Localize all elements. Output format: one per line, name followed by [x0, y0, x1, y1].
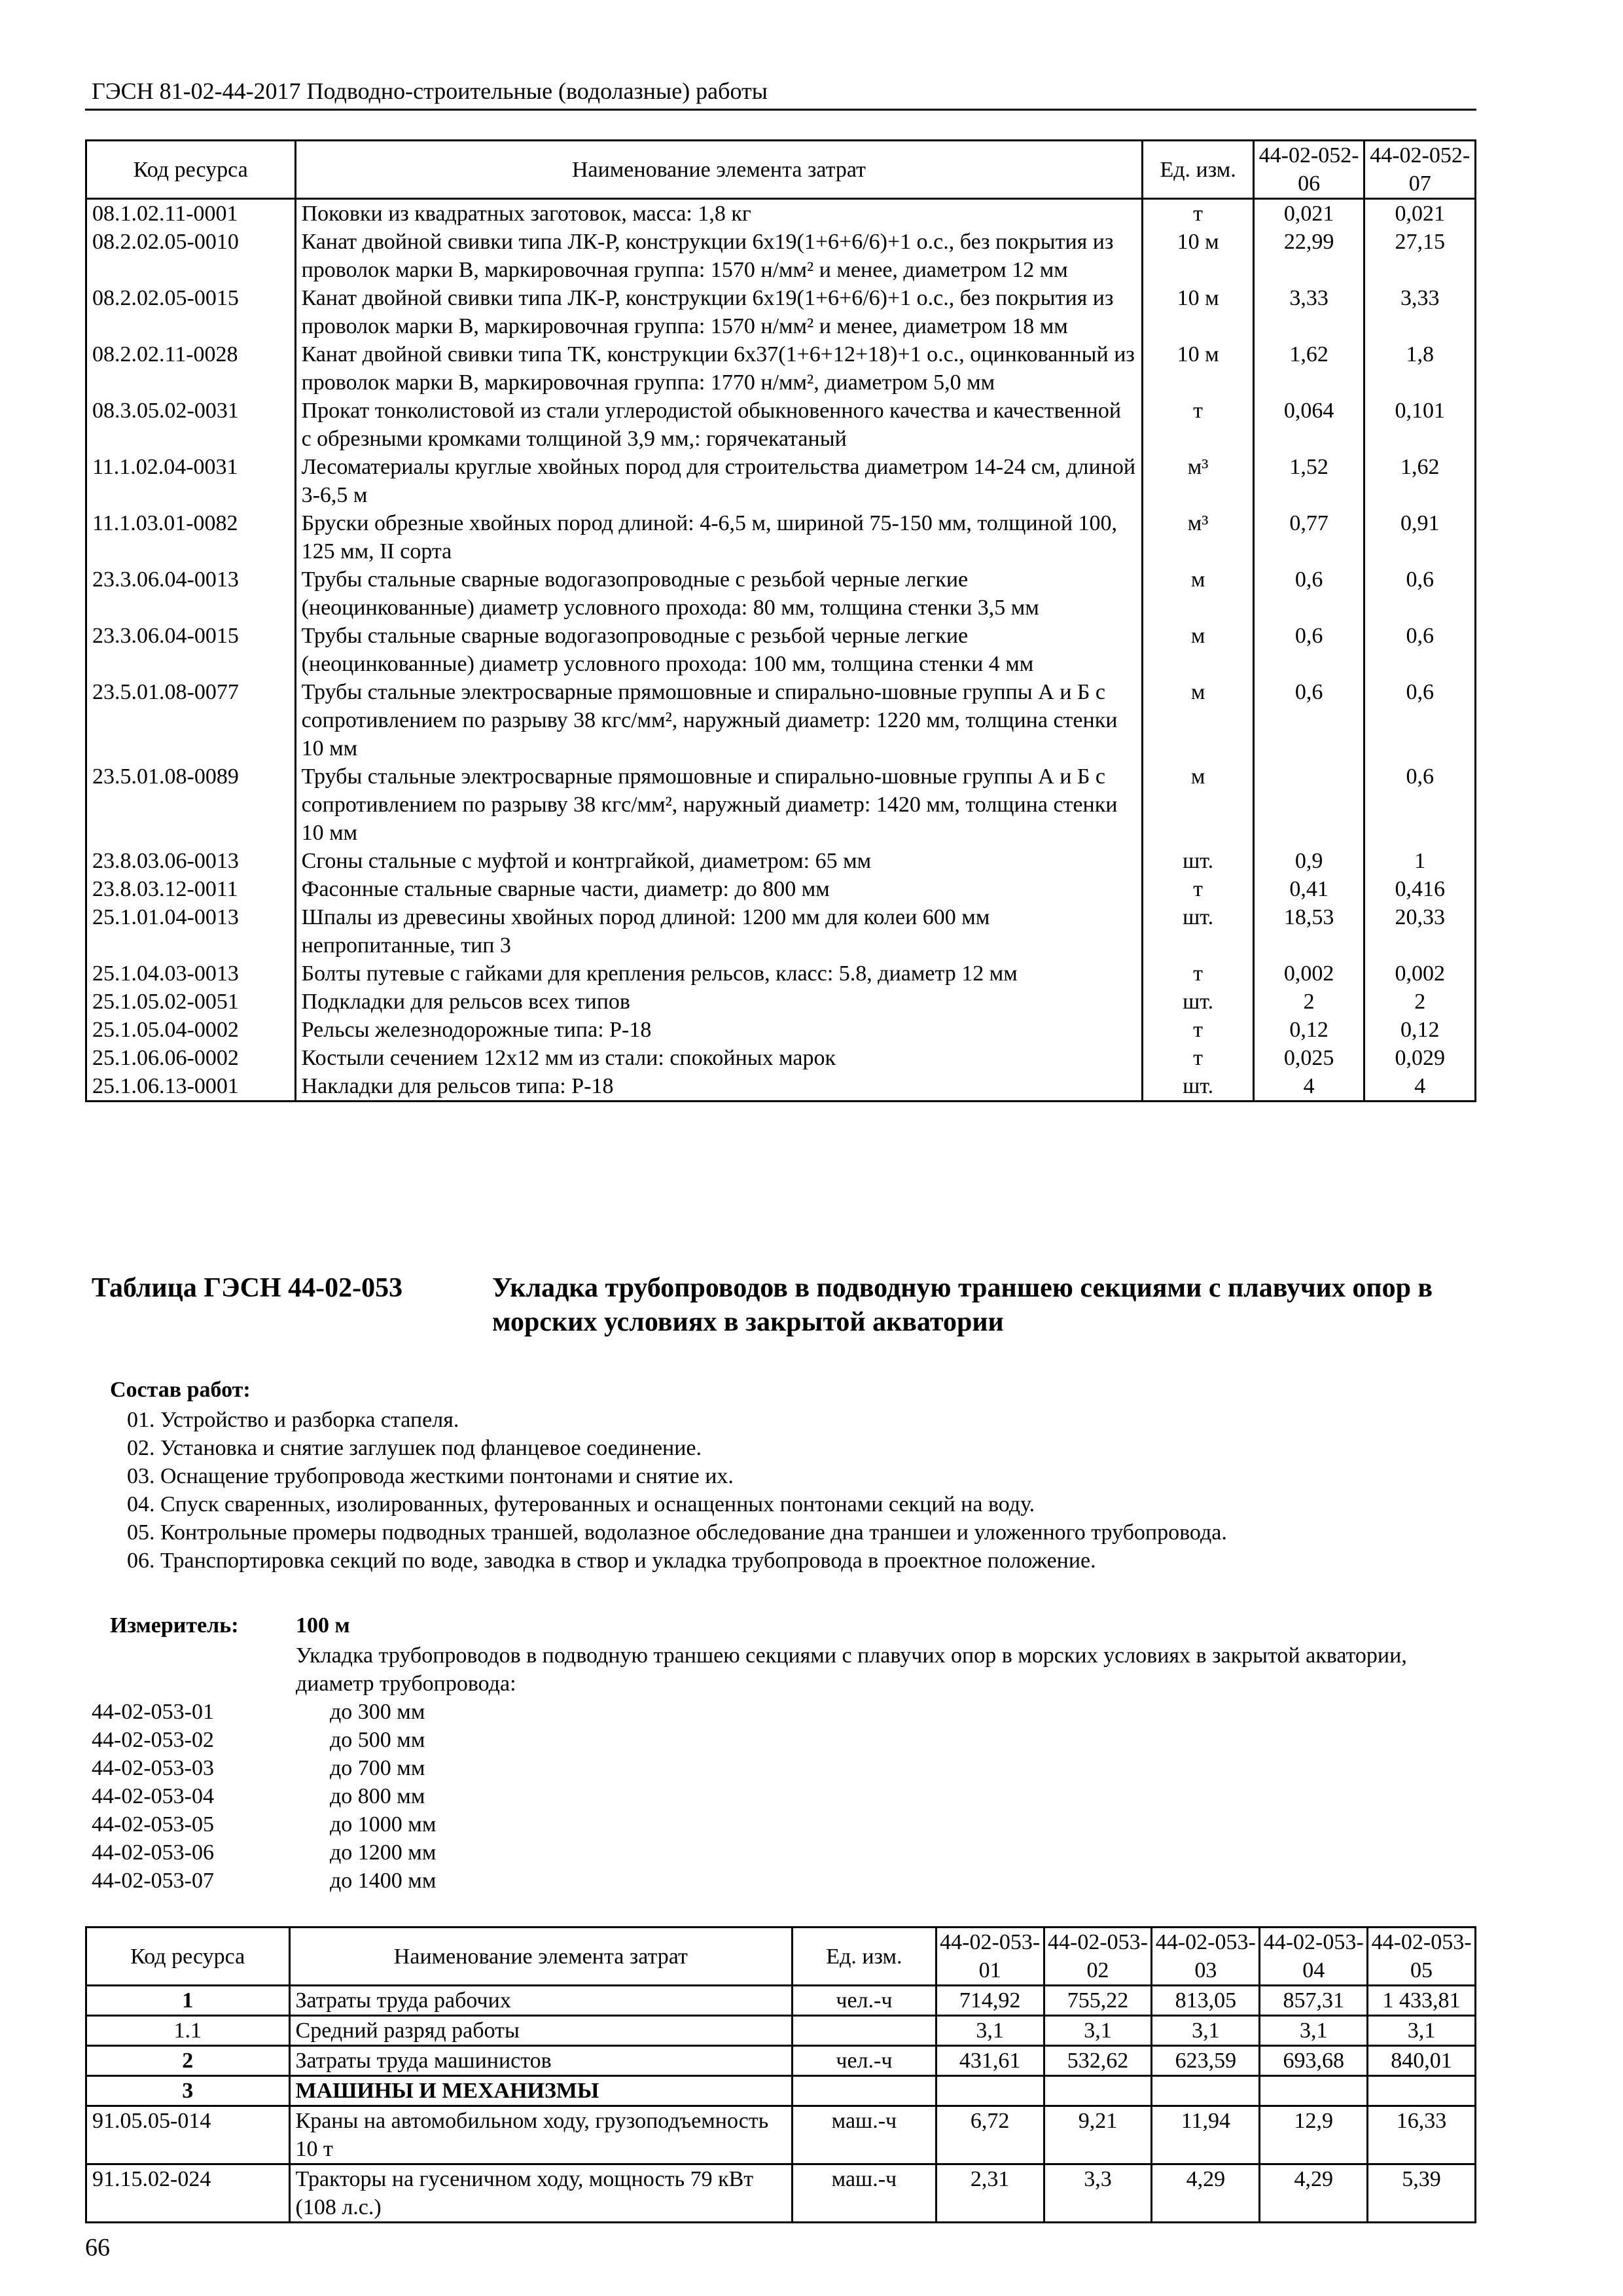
meter-unit: 100 м [296, 1613, 350, 1638]
row-name: Шпалы из древесины хвойных пород длиной: 1200 мм для колеи 600 мм непропитанные, тип 3 [295, 903, 1143, 960]
row-name: Канат двойной свивки типа ЛК-Р, конструкции 6х19(1+6+6/6)+1 о.с., без покрытия из проволок марки В, маркировочная группа: 1570 н/мм² и менее, диаметром 12 мм [295, 228, 1143, 284]
row-value-052-06 [1253, 762, 1364, 847]
row-value-053-03: 813,05 [1152, 1986, 1260, 2016]
row-name: Поковки из квадратных заготовок, масса: 1,8 кг [295, 199, 1143, 228]
col-header-unit: Ед. изм. [1143, 141, 1254, 199]
list-item: 01. Устройство и разборка стапеля. [127, 1408, 459, 1432]
row-value-053-05: 1 433,81 [1368, 1986, 1476, 2016]
row-unit: маш.-ч [793, 2106, 936, 2164]
row-value-052-06: 1,62 [1253, 340, 1364, 397]
row-unit: м [1143, 565, 1254, 622]
row-value-052-06: 0,021 [1253, 199, 1364, 228]
row-code: 08.2.02.05-0015 [86, 284, 296, 340]
row-value-053-01: 3,1 [936, 2016, 1044, 2046]
row-value-053-05: 5,39 [1368, 2164, 1476, 2223]
table-row [86, 509, 1476, 565]
row-value-053-04 [1260, 2076, 1368, 2106]
row-code: 23.5.01.08-0077 [86, 678, 296, 762]
table-row [86, 2106, 1476, 2164]
row-value-053-02: 532,62 [1044, 2046, 1152, 2076]
row-unit: чел.-ч [793, 1986, 936, 2016]
row-name: Средний разряд работы [289, 2016, 793, 2046]
row-name: Краны на автомобильном ходу, грузоподъемность 10 т [289, 2106, 793, 2164]
row-value-053-01: 431,61 [936, 2046, 1044, 2076]
list-item: 44-02-053-04 до 800 мм [92, 1784, 425, 1808]
row-value-052-06: 18,53 [1253, 903, 1364, 960]
row-name: Затраты труда машинистов [289, 2046, 793, 2076]
work-composition-heading: Состав работ: [110, 1378, 251, 1402]
row-value-052-06: 0,025 [1253, 1044, 1364, 1072]
table-row [86, 762, 1476, 847]
row-value-052-06: 0,6 [1253, 622, 1364, 678]
col-header-code: Код ресурса [86, 1928, 290, 1986]
row-unit: м [1143, 622, 1254, 678]
row-value-052-06: 1,52 [1253, 453, 1364, 509]
row-value-053-03: 623,59 [1152, 2046, 1260, 2076]
row-code: 23.8.03.12-0011 [86, 875, 296, 903]
row-value-052-06: 0,002 [1253, 960, 1364, 988]
row-value-053-02: 3,3 [1044, 2164, 1152, 2223]
row-unit: т [1143, 397, 1254, 453]
row-code: 25.1.05.02-0051 [86, 988, 296, 1016]
table-row [86, 228, 1476, 284]
row-unit: 10 м [1143, 340, 1254, 397]
table-row [86, 988, 1476, 1016]
resource-table-053 [85, 1926, 1476, 2223]
col-header-name: Наименование элемента затрат [289, 1928, 793, 1986]
row-value-052-07: 0,101 [1364, 397, 1476, 453]
row-value-052-06: 4 [1253, 1072, 1364, 1102]
row-value-053-05 [1368, 2076, 1476, 2106]
list-item: 44-02-053-02 до 500 мм [92, 1728, 425, 1752]
row-name: Трубы стальные сварные водогазопроводные с резьбой черные легкие (неоцинкованные) диаметр условного прохода: 80 мм, толщина стенки 3,5 мм [295, 565, 1143, 622]
row-value-053-02: 755,22 [1044, 1986, 1152, 2016]
row-code: 25.1.04.03-0013 [86, 960, 296, 988]
row-value-053-05: 840,01 [1368, 2046, 1476, 2076]
table-row [86, 284, 1476, 340]
row-unit: маш.-ч [793, 2164, 936, 2223]
row-value-052-06: 2 [1253, 988, 1364, 1016]
table-row [86, 1016, 1476, 1044]
row-code: 1 [86, 1986, 290, 2016]
row-value-053-04: 693,68 [1260, 2046, 1368, 2076]
table-row [86, 565, 1476, 622]
row-value-052-07: 1,8 [1364, 340, 1476, 397]
row-unit: м³ [1143, 453, 1254, 509]
row-name: Канат двойной свивки типа ЛК-Р, конструкции 6х19(1+6+6/6)+1 о.с., без покрытия из проволок марки В, маркировочная группа: 1570 н/мм² и менее, диаметром 18 мм [295, 284, 1143, 340]
table-row [86, 2046, 1476, 2076]
row-code: 08.3.05.02-0031 [86, 397, 296, 453]
row-value-053-01 [936, 2076, 1044, 2106]
row-value-053-03: 11,94 [1152, 2106, 1260, 2164]
row-code: 08.2.02.11-0028 [86, 340, 296, 397]
row-value-052-06: 0,41 [1253, 875, 1364, 903]
row-code: 11.1.02.04-0031 [86, 453, 296, 509]
row-unit: т [1143, 199, 1254, 228]
row-value-053-03: 4,29 [1152, 2164, 1260, 2223]
row-value-052-07: 0,002 [1364, 960, 1476, 988]
row-value-052-06: 0,6 [1253, 678, 1364, 762]
table-row [86, 340, 1476, 397]
row-code: 2 [86, 2046, 290, 2076]
row-value-053-02 [1044, 2076, 1152, 2106]
row-value-052-07: 0,6 [1364, 678, 1476, 762]
row-value-053-04: 4,29 [1260, 2164, 1368, 2223]
table-header-row [86, 1928, 1476, 1986]
list-item: 44-02-053-01 до 300 мм [92, 1700, 425, 1724]
table-row [86, 903, 1476, 960]
col-header-053-03: 44-02-053-03 [1152, 1928, 1260, 1986]
row-value-052-07: 0,6 [1364, 565, 1476, 622]
row-code: 23.8.03.06-0013 [86, 847, 296, 875]
row-value-052-07: 0,6 [1364, 622, 1476, 678]
table-row [86, 397, 1476, 453]
list-item: 03. Оснащение трубопровода жесткими понтонами и снятие их. [127, 1464, 734, 1488]
row-code: 08.2.02.05-0010 [86, 228, 296, 284]
row-value-052-07: 0,416 [1364, 875, 1476, 903]
row-unit [793, 2016, 936, 2046]
col-header-052-07: 44-02-052-07 [1364, 141, 1476, 199]
row-code: 25.1.06.06-0002 [86, 1044, 296, 1072]
row-value-053-01: 2,31 [936, 2164, 1044, 2223]
list-item: 05. Контрольные промеры подводных траншей, водолазное обследование дна траншеи и уложенного трубопровода. [127, 1520, 1227, 1545]
col-header-unit: Ед. изм. [793, 1928, 936, 1986]
row-name: Затраты труда рабочих [289, 1986, 793, 2016]
row-name: Прокат тонколистовой из стали углеродистой обыкновенного качества и качественной с обрезными кромками толщиной 3,9 мм,: горячекатаный [295, 397, 1143, 453]
row-value-052-07: 0,12 [1364, 1016, 1476, 1044]
list-item: 02. Установка и снятие заглушек под фланцевое соединение. [127, 1436, 702, 1460]
row-value-052-07: 4 [1364, 1072, 1476, 1102]
row-value-053-02: 9,21 [1044, 2106, 1152, 2164]
row-value-052-07: 20,33 [1364, 903, 1476, 960]
table-row [86, 2076, 1476, 2106]
col-header-053-04: 44-02-053-04 [1260, 1928, 1368, 1986]
row-code: 3 [86, 2076, 290, 2106]
row-code: 25.1.01.04-0013 [86, 903, 296, 960]
row-code: 25.1.05.04-0002 [86, 1016, 296, 1044]
row-code: 23.5.01.08-0089 [86, 762, 296, 847]
table-row [86, 847, 1476, 875]
row-value-052-07: 0,021 [1364, 199, 1476, 228]
row-unit: шт. [1143, 988, 1254, 1016]
col-header-053-01: 44-02-053-01 [936, 1928, 1044, 1986]
table-row [86, 2016, 1476, 2046]
row-value-053-03 [1152, 2076, 1260, 2106]
row-code: 23.3.06.04-0015 [86, 622, 296, 678]
row-unit: 10 м [1143, 228, 1254, 284]
table-row [86, 1044, 1476, 1072]
row-name: Подкладки для рельсов всех типов [295, 988, 1143, 1016]
table-header-row [86, 141, 1476, 199]
row-value-052-06: 0,6 [1253, 565, 1364, 622]
table-row [86, 1072, 1476, 1102]
row-name: Трубы стальные электросварные прямошовные и спирально-шовные группы А и Б с сопротивлением по разрыву 38 кгс/мм², наружный диаметр: 1220 мм, толщина стенки 10 мм [295, 678, 1143, 762]
row-unit: шт. [1143, 1072, 1254, 1102]
row-name: Тракторы на гусеничном ходу, мощность 79 кВт (108 л.с.) [289, 2164, 793, 2223]
row-value-052-07: 27,15 [1364, 228, 1476, 284]
row-value-052-06: 0,12 [1253, 1016, 1364, 1044]
row-name: Болты путевые с гайками для крепления рельсов, класс: 5.8, диаметр 12 мм [295, 960, 1143, 988]
row-name: Рельсы железнодорожные типа: Р-18 [295, 1016, 1143, 1044]
row-unit [793, 2076, 936, 2106]
row-unit: т [1143, 1044, 1254, 1072]
row-value-053-04: 12,9 [1260, 2106, 1368, 2164]
row-code: 23.3.06.04-0013 [86, 565, 296, 622]
row-code: 91.05.05-014 [86, 2106, 290, 2164]
row-value-052-06: 0,064 [1253, 397, 1364, 453]
row-code: 91.15.02-024 [86, 2164, 290, 2223]
norm-code-list [92, 1698, 436, 1895]
row-unit: т [1143, 1016, 1254, 1044]
meter-description: Укладка трубопроводов в подводную траншею секциями с плавучих опор в морских условиях в закрытой акватории, диаметр трубопровода: [296, 1643, 1407, 1696]
row-value-052-07: 2 [1364, 988, 1476, 1016]
list-item: 44-02-053-05 до 1000 мм [92, 1812, 437, 1837]
row-value-053-05: 3,1 [1368, 2016, 1476, 2046]
work-composition-list [127, 1406, 1227, 1575]
col-header-name: Наименование элемента затрат [295, 141, 1143, 199]
row-name: Трубы стальные сварные водогазопроводные с резьбой черные легкие (неоцинкованные) диаметр условного прохода: 100 мм, толщина стенки 4 мм [295, 622, 1143, 678]
row-unit: т [1143, 875, 1254, 903]
row-name: Бруски обрезные хвойных пород длиной: 4-6,5 м, шириной 75-150 мм, толщиной 100, 125 мм, II сорта [295, 509, 1143, 565]
row-unit: шт. [1143, 847, 1254, 875]
row-unit: м³ [1143, 509, 1254, 565]
row-unit: 10 м [1143, 284, 1254, 340]
row-value-052-07: 1 [1364, 847, 1476, 875]
row-value-053-04: 3,1 [1260, 2016, 1368, 2046]
row-code: 08.1.02.11-0001 [86, 199, 296, 228]
row-value-052-07: 0,91 [1364, 509, 1476, 565]
meter-label: Измеритель: [110, 1613, 239, 1638]
row-value-053-04: 857,31 [1260, 1986, 1368, 2016]
table-row [86, 1986, 1476, 2016]
table-title: Укладка трубопроводов в подводную траншею секциями с плавучих опор в морских условиях в закрытой акватории [492, 1273, 1433, 1337]
col-header-053-05: 44-02-053-05 [1368, 1928, 1476, 1986]
list-item: 44-02-053-06 до 1200 мм [92, 1840, 437, 1865]
list-item: 04. Спуск сваренных, изолированных, футерованных и оснащенных понтонами секций на воду. [127, 1492, 1035, 1516]
col-header-053-02: 44-02-053-02 [1044, 1928, 1152, 1986]
table-row [86, 199, 1476, 228]
table-row [86, 2164, 1476, 2223]
row-value-053-05: 16,33 [1368, 2106, 1476, 2164]
table-row [86, 960, 1476, 988]
table-row [86, 875, 1476, 903]
row-name: Костыли сечением 12х12 мм из стали: спокойных марок [295, 1044, 1143, 1072]
resource-table-052 [85, 139, 1476, 1102]
row-value-053-01: 6,72 [936, 2106, 1044, 2164]
row-value-053-01: 714,92 [936, 1986, 1044, 2016]
row-value-052-06: 22,99 [1253, 228, 1364, 284]
row-name: Фасонные стальные сварные части, диаметр: до 800 мм [295, 875, 1143, 903]
row-unit: чел.-ч [793, 2046, 936, 2076]
col-header-code: Код ресурса [86, 141, 296, 199]
row-name: Сгоны стальные с муфтой и контргайкой, диаметром: 65 мм [295, 847, 1143, 875]
row-unit: т [1143, 960, 1254, 988]
row-code: 11.1.03.01-0082 [86, 509, 296, 565]
list-item: 44-02-053-03 до 700 мм [92, 1756, 425, 1780]
table-label: Таблица ГЭСН 44-02-053 [92, 1273, 403, 1303]
row-code: 25.1.06.13-0001 [86, 1072, 296, 1102]
row-value-052-07: 3,33 [1364, 284, 1476, 340]
table-row [86, 678, 1476, 762]
row-value-053-03: 3,1 [1152, 2016, 1260, 2046]
list-item: 44-02-053-07 до 1400 мм [92, 1869, 437, 1893]
table-row [86, 453, 1476, 509]
page-header-title: ГЭСН 81-02-44-2017 Подводно-строительные (водолазные) работы [92, 78, 768, 104]
list-item: 06. Транспортировка секций по воде, заводка в створ и укладка трубопровода в проектное положение. [127, 1549, 1096, 1573]
row-name: Трубы стальные электросварные прямошовные и спирально-шовные группы А и Б с сопротивлением по разрыву 38 кгс/мм², наружный диаметр: 1420 мм, толщина стенки 10 мм [295, 762, 1143, 847]
row-value-053-02: 3,1 [1044, 2016, 1152, 2046]
table-row [86, 622, 1476, 678]
row-value-052-07: 0,6 [1364, 762, 1476, 847]
page-number: 66 [85, 2234, 110, 2261]
row-code: 1.1 [86, 2016, 290, 2046]
row-unit: м [1143, 762, 1254, 847]
row-value-052-06: 3,33 [1253, 284, 1364, 340]
row-name: Лесоматериалы круглые хвойных пород для строительства диаметром 14-24 см, длиной 3-6,5 м [295, 453, 1143, 509]
row-value-052-07: 0,029 [1364, 1044, 1476, 1072]
row-name: Накладки для рельсов типа: Р-18 [295, 1072, 1143, 1102]
row-name: МАШИНЫ И МЕХАНИЗМЫ [289, 2076, 793, 2106]
row-value-052-06: 0,9 [1253, 847, 1364, 875]
row-value-052-07: 1,62 [1364, 453, 1476, 509]
row-value-052-06: 0,77 [1253, 509, 1364, 565]
row-name: Канат двойной свивки типа ТК, конструкции 6х37(1+6+12+18)+1 о.с., оцинкованный из проволок марки В, маркировочная группа: 1770 н/мм², диаметром 5,0 мм [295, 340, 1143, 397]
row-unit: м [1143, 678, 1254, 762]
row-unit: шт. [1143, 903, 1254, 960]
header-divider [85, 109, 1476, 111]
col-header-052-06: 44-02-052-06 [1253, 141, 1364, 199]
